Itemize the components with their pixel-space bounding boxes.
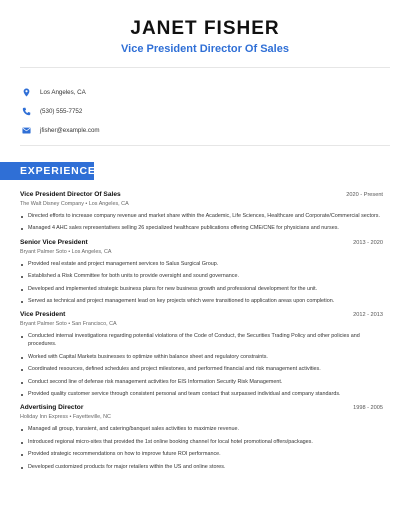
job-title: Advertising Director (20, 404, 84, 412)
job-dates: 2020 - Present (346, 192, 383, 198)
company-location: Los Angeles, CA (88, 201, 129, 207)
job-entry (20, 310, 383, 398)
job-title: Vice President (20, 311, 66, 319)
company-name: Holiday Inn Express (20, 414, 68, 421)
job-dates: 2012 - 2013 (353, 312, 383, 319)
company-name: The Walt Disney Company (20, 201, 84, 207)
company-location: Los Angeles, CA (71, 248, 112, 255)
job-bullet: Directed efforts to increase company revenue and market share within the Academic, Life Sciences, Healthcare and Corporate/Commercial sectors. (20, 213, 383, 221)
job-title: Senior Vice President (20, 238, 88, 246)
experience-heading: EXPERIENCE (0, 162, 94, 180)
phone-text: (530) 555-7752 (40, 108, 83, 115)
candidate-name: JANET FISHER (130, 18, 280, 39)
job-entry (20, 403, 383, 471)
resume-header (0, 0, 410, 56)
separator-dot: • (69, 414, 72, 421)
email-text: jfisher@example.com (40, 127, 100, 134)
location-text: Los Angeles, CA (40, 89, 86, 96)
company-location: Fayetteville, NC (72, 414, 111, 421)
job-company-line (20, 200, 383, 209)
experience-list (20, 190, 383, 476)
job-bullet: Developed and implemented strategic business plans for new business growth and professional development for the unit. (20, 286, 383, 294)
job-entry (20, 190, 383, 233)
job-bullet: Conducted internal investigations regarding potential violations of the Code of Conduct, the Securities Trading Policy and other policies and procedures. (20, 333, 383, 349)
job-dates: 2013 - 2020 (353, 239, 383, 246)
separator-dot: • (68, 321, 71, 328)
job-bullet: Introduced regional micro-sites that provided the 1st online booking channel for local hotel promotional offers/packages. (20, 439, 383, 447)
job-title: Vice President Director Of Sales (20, 191, 121, 198)
company-location: San Francisco, CA (71, 321, 117, 328)
job-company-line (20, 320, 383, 329)
candidate-title: Vice President Director Of Sales (121, 43, 289, 55)
email-icon (22, 126, 31, 135)
job-bullet: Served as technical and project management lead on key projects which were transitioned to application areas upon completion. (20, 298, 383, 306)
company-name: Bryant Palmer Soto (20, 321, 67, 328)
contact-info (22, 83, 100, 140)
contact-phone (22, 102, 100, 121)
job-bullet: Provided real estate and project management services to Salus Surgical Group. (20, 261, 383, 269)
contact-location (22, 83, 100, 102)
job-bullet: Managed all group, transient, and catering/banquet sales activities to maximize revenue. (20, 426, 383, 434)
company-name: Bryant Palmer Soto (20, 248, 67, 255)
job-bullet: Managed 4 AHC sales representatives selling 26 specialized healthcare publications offering CME/CNE for physicians and nurses. (20, 225, 383, 233)
job-bullet: Coordinated resources, defined schedules and project milestones, and performed financial and risk management activities. (20, 366, 383, 374)
job-bullet: Provided strategic recommendations on how to improve future ROI performance. (20, 451, 383, 459)
header-divider (20, 67, 390, 68)
separator-dot: • (68, 248, 71, 255)
job-bullet: Conduct second line of defense risk management activities for EIS Information Security Risk Management. (20, 379, 383, 387)
contact-email (22, 121, 100, 140)
location-pin-icon (22, 88, 31, 97)
job-bullet: Worked with Capital Markets businesses to optimize within balance sheet and regulatory constraints. (20, 354, 383, 362)
job-company-line (20, 248, 383, 257)
contact-divider (20, 145, 390, 146)
job-bullet: Established a Risk Committee for both units to provide oversight and sound governance. (20, 273, 383, 281)
separator-dot: • (85, 201, 88, 207)
job-bullet: Provided quality customer service through consistent personal and team contact that surpassed individual and company standards. (20, 391, 383, 399)
job-company-line (20, 413, 383, 422)
job-dates: 1998 - 2005 (353, 405, 383, 412)
job-bullet: Developed customized products for major retailers within the US and online stores. (20, 464, 383, 472)
phone-icon (22, 107, 31, 116)
job-entry (20, 238, 383, 306)
